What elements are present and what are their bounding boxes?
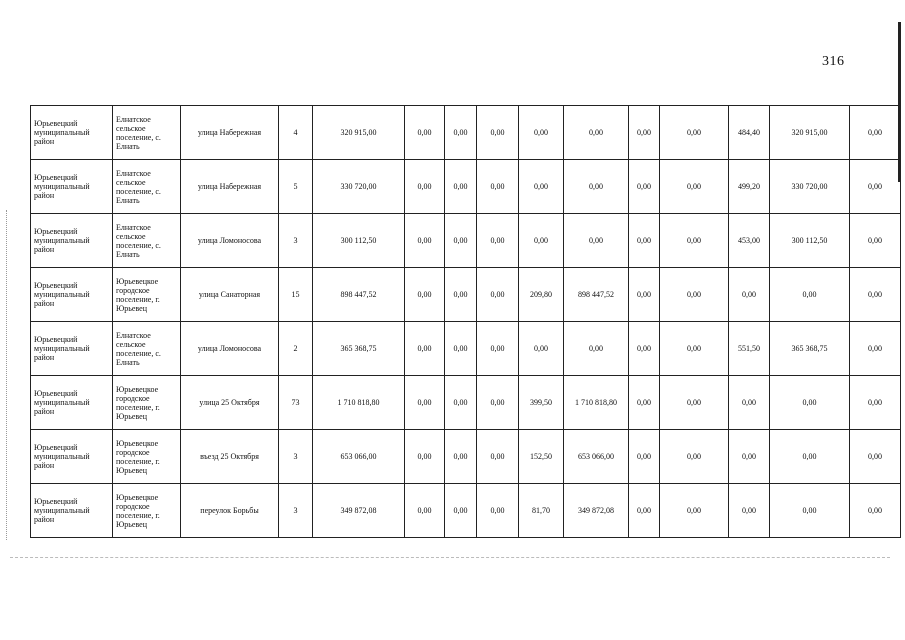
settlement-cell: Юрьевецкое городское поселение, г. Юрьевец bbox=[113, 430, 181, 484]
total-cost-cell: 330 720,00 bbox=[313, 160, 405, 214]
value-cell: 0,00 bbox=[660, 322, 729, 376]
area-cell: 209,80 bbox=[519, 268, 564, 322]
house-number-cell: 4 bbox=[279, 106, 313, 160]
district-cell: Юрьевецкий муниципальный район bbox=[31, 430, 113, 484]
bottom-scan-line bbox=[10, 557, 890, 559]
value-cell: 0,00 bbox=[445, 376, 477, 430]
street-cell: улица Ломоносова bbox=[181, 214, 279, 268]
house-number-cell: 3 bbox=[279, 484, 313, 538]
house-number-cell: 3 bbox=[279, 214, 313, 268]
value-cell: 0,00 bbox=[445, 214, 477, 268]
value-cell: 0,00 bbox=[405, 430, 445, 484]
value-cell: 0,00 bbox=[477, 268, 519, 322]
cost-cell: 0,00 bbox=[770, 376, 850, 430]
street-cell: въезд 25 Октября bbox=[181, 430, 279, 484]
settlement-cell: Юрьевецкое городское поселение, г. Юрьевец bbox=[113, 268, 181, 322]
district-cell: Юрьевецкий муниципальный район bbox=[31, 214, 113, 268]
settlement-cell: Юрьевецкое городское поселение, г. Юрьевец bbox=[113, 484, 181, 538]
table-row bbox=[31, 322, 901, 376]
area-cell: 484,40 bbox=[729, 106, 770, 160]
value-cell: 0,00 bbox=[629, 214, 660, 268]
area-cell: 0,00 bbox=[519, 106, 564, 160]
street-cell: улица 25 Октября bbox=[181, 376, 279, 430]
value-cell: 0,00 bbox=[477, 484, 519, 538]
table-body bbox=[31, 106, 901, 538]
value-cell: 0,00 bbox=[660, 268, 729, 322]
value-cell: 0,00 bbox=[629, 268, 660, 322]
cost-cell: 0,00 bbox=[564, 322, 629, 376]
area-cell: 0,00 bbox=[519, 160, 564, 214]
total-cost-cell: 320 915,00 bbox=[313, 106, 405, 160]
cost-cell: 330 720,00 bbox=[770, 160, 850, 214]
total-cost-cell: 349 872,08 bbox=[313, 484, 405, 538]
district-cell: Юрьевецкий муниципальный район bbox=[31, 322, 113, 376]
value-cell: 0,00 bbox=[660, 376, 729, 430]
value-cell: 0,00 bbox=[445, 160, 477, 214]
table-row bbox=[31, 160, 901, 214]
value-cell: 0,00 bbox=[477, 322, 519, 376]
page-number: 316 bbox=[822, 54, 845, 69]
total-cost-cell: 1 710 818,80 bbox=[313, 376, 405, 430]
table-row bbox=[31, 376, 901, 430]
value-cell: 0,00 bbox=[445, 268, 477, 322]
street-cell: улица Набережная bbox=[181, 106, 279, 160]
value-cell: 0,00 bbox=[629, 484, 660, 538]
value-cell: 0,00 bbox=[405, 376, 445, 430]
value-cell: 0,00 bbox=[850, 322, 901, 376]
table-row bbox=[31, 106, 901, 160]
binding-dots bbox=[6, 210, 8, 540]
cost-cell: 0,00 bbox=[564, 160, 629, 214]
house-number-cell: 73 bbox=[279, 376, 313, 430]
settlement-cell: Юрьевецкое городское поселение, г. Юрьевец bbox=[113, 376, 181, 430]
value-cell: 0,00 bbox=[445, 430, 477, 484]
area-cell: 453,00 bbox=[729, 214, 770, 268]
cost-cell: 653 066,00 bbox=[564, 430, 629, 484]
value-cell: 0,00 bbox=[660, 106, 729, 160]
value-cell: 0,00 bbox=[445, 484, 477, 538]
street-cell: улица Набережная bbox=[181, 160, 279, 214]
value-cell: 0,00 bbox=[850, 376, 901, 430]
house-number-cell: 2 bbox=[279, 322, 313, 376]
value-cell: 0,00 bbox=[850, 214, 901, 268]
settlement-cell: Елнатское сельское поселение, с. Елнать bbox=[113, 160, 181, 214]
total-cost-cell: 898 447,52 bbox=[313, 268, 405, 322]
table-row bbox=[31, 484, 901, 538]
value-cell: 0,00 bbox=[405, 484, 445, 538]
cost-cell: 0,00 bbox=[770, 268, 850, 322]
cost-cell: 0,00 bbox=[770, 484, 850, 538]
area-cell: 399,50 bbox=[519, 376, 564, 430]
value-cell: 0,00 bbox=[477, 160, 519, 214]
value-cell: 0,00 bbox=[660, 430, 729, 484]
district-cell: Юрьевецкий муниципальный район bbox=[31, 484, 113, 538]
value-cell: 0,00 bbox=[629, 430, 660, 484]
district-cell: Юрьевецкий муниципальный район bbox=[31, 160, 113, 214]
value-cell: 0,00 bbox=[660, 484, 729, 538]
area-cell: 81,70 bbox=[519, 484, 564, 538]
value-cell: 0,00 bbox=[477, 214, 519, 268]
house-number-cell: 3 bbox=[279, 430, 313, 484]
street-cell: улица Санаторная bbox=[181, 268, 279, 322]
cost-cell: 1 710 818,80 bbox=[564, 376, 629, 430]
district-cell: Юрьевецкий муниципальный район bbox=[31, 376, 113, 430]
value-cell: 0,00 bbox=[850, 160, 901, 214]
house-number-cell: 15 bbox=[279, 268, 313, 322]
area-cell: 499,20 bbox=[729, 160, 770, 214]
house-number-cell: 5 bbox=[279, 160, 313, 214]
value-cell: 0,00 bbox=[477, 430, 519, 484]
value-cell: 0,00 bbox=[477, 106, 519, 160]
total-cost-cell: 365 368,75 bbox=[313, 322, 405, 376]
area-cell: 0,00 bbox=[729, 376, 770, 430]
value-cell: 0,00 bbox=[850, 268, 901, 322]
settlement-cell: Елнатское сельское поселение, с. Елнать bbox=[113, 322, 181, 376]
area-cell: 0,00 bbox=[729, 430, 770, 484]
cost-cell: 300 112,50 bbox=[770, 214, 850, 268]
value-cell: 0,00 bbox=[405, 322, 445, 376]
value-cell: 0,00 bbox=[445, 322, 477, 376]
cost-cell: 0,00 bbox=[770, 430, 850, 484]
table-row bbox=[31, 268, 901, 322]
district-cell: Юрьевецкий муниципальный район bbox=[31, 268, 113, 322]
area-cell: 551,50 bbox=[729, 322, 770, 376]
area-cell: 152,50 bbox=[519, 430, 564, 484]
cost-cell: 0,00 bbox=[564, 106, 629, 160]
area-cell: 0,00 bbox=[519, 322, 564, 376]
table-row bbox=[31, 430, 901, 484]
area-cell: 0,00 bbox=[729, 484, 770, 538]
value-cell: 0,00 bbox=[477, 376, 519, 430]
value-cell: 0,00 bbox=[629, 322, 660, 376]
area-cell: 0,00 bbox=[729, 268, 770, 322]
value-cell: 0,00 bbox=[405, 160, 445, 214]
settlement-cell: Елнатское сельское поселение, с. Елнать bbox=[113, 214, 181, 268]
value-cell: 0,00 bbox=[629, 376, 660, 430]
value-cell: 0,00 bbox=[850, 430, 901, 484]
value-cell: 0,00 bbox=[405, 214, 445, 268]
settlement-cell: Елнатское сельское поселение, с. Елнать bbox=[113, 106, 181, 160]
value-cell: 0,00 bbox=[629, 106, 660, 160]
value-cell: 0,00 bbox=[405, 106, 445, 160]
area-cell: 0,00 bbox=[519, 214, 564, 268]
value-cell: 0,00 bbox=[850, 484, 901, 538]
total-cost-cell: 300 112,50 bbox=[313, 214, 405, 268]
street-cell: переулок Борьбы bbox=[181, 484, 279, 538]
value-cell: 0,00 bbox=[660, 160, 729, 214]
total-cost-cell: 653 066,00 bbox=[313, 430, 405, 484]
table-row bbox=[31, 214, 901, 268]
housing-table bbox=[30, 105, 901, 538]
cost-cell: 365 368,75 bbox=[770, 322, 850, 376]
cost-cell: 0,00 bbox=[564, 214, 629, 268]
cost-cell: 320 915,00 bbox=[770, 106, 850, 160]
value-cell: 0,00 bbox=[660, 214, 729, 268]
value-cell: 0,00 bbox=[405, 268, 445, 322]
cost-cell: 349 872,08 bbox=[564, 484, 629, 538]
value-cell: 0,00 bbox=[850, 106, 901, 160]
cost-cell: 898 447,52 bbox=[564, 268, 629, 322]
value-cell: 0,00 bbox=[445, 106, 477, 160]
street-cell: улица Ломоносова bbox=[181, 322, 279, 376]
value-cell: 0,00 bbox=[629, 160, 660, 214]
district-cell: Юрьевецкий муниципальный район bbox=[31, 106, 113, 160]
